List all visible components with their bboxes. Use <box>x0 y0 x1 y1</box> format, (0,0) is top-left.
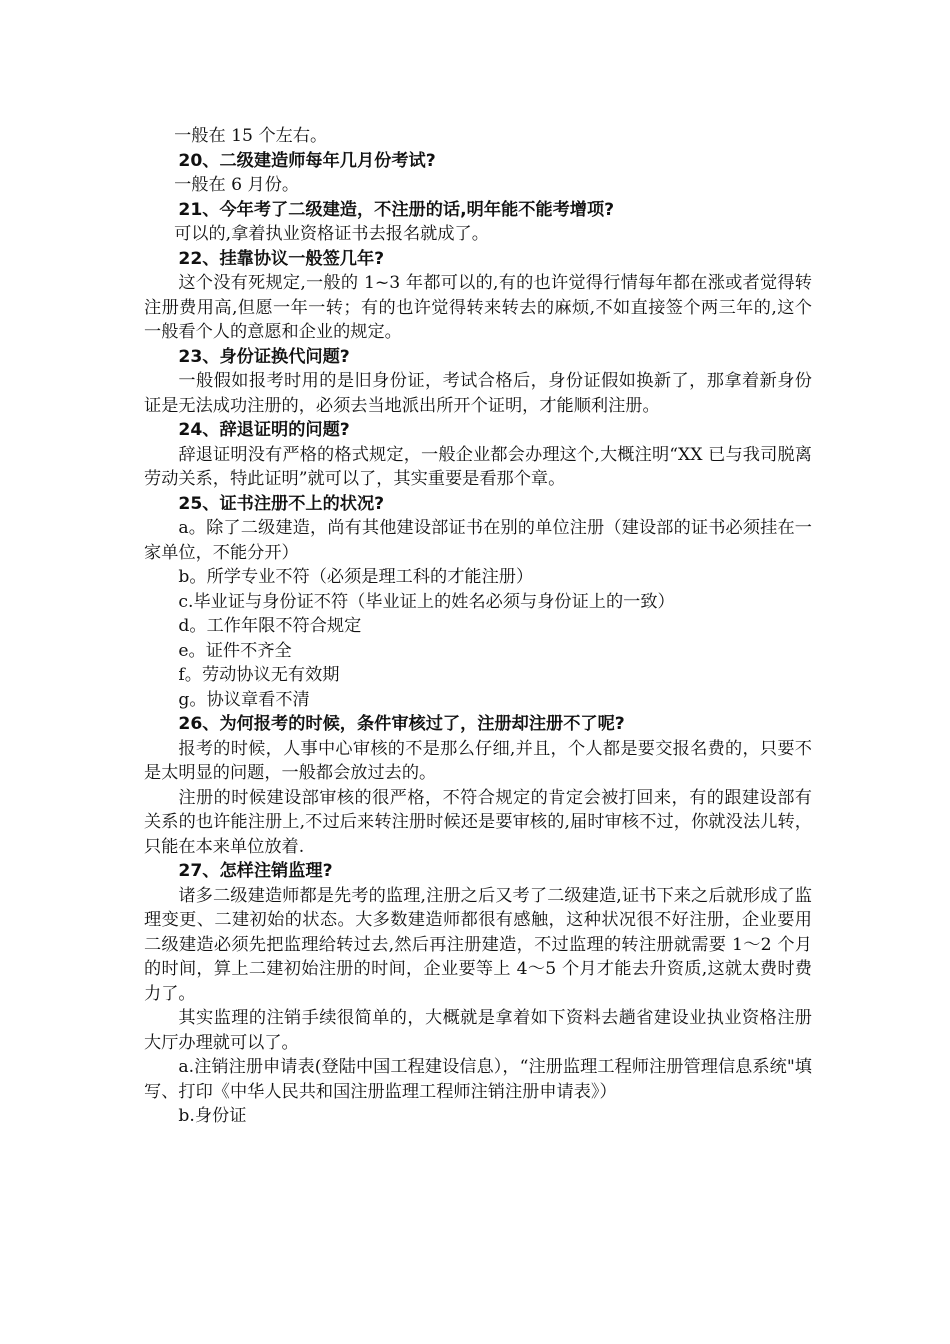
list-item: g。协议章看不清 <box>178 689 310 710</box>
list-item: e。证件不齐全 <box>178 640 292 661</box>
list-item: b.身份证 <box>178 1106 247 1126</box>
answer-paragraph: 一般在 15 个左右。 <box>174 126 328 146</box>
list-item: d。工作年限不符合规定 <box>178 616 362 636</box>
list-item: a。除了二级建造，尚有其他建设部证书在别的单位注册（建设部的证书必须挂在一家单位，不能分开） <box>144 518 812 563</box>
question-heading: 22、挂靠协议一般签几年? <box>178 248 385 269</box>
question-heading: 20、二级建造师每年几月份考试? <box>178 150 436 171</box>
document-body <box>144 124 812 1129</box>
question-heading: 25、证书注册不上的状况? <box>178 493 385 514</box>
question-heading: 27、怎样注销监理? <box>178 861 333 881</box>
answer-paragraph: 注册的时候建设部审核的很严格，不符合规定的肯定会被打回来，有的跟建设部有关系的也许能注册上,不过后来转注册时候还是要审核的,届时审核不过，你就没法儿转，只能在本来单位放着. <box>144 787 812 857</box>
list-item: b。所学专业不符（必须是理工科的才能注册） <box>178 567 534 587</box>
list-item: a.注销注册申请表(登陆中国工程建设信息），“注册监理工程师注册管理信息系统"填写、打印《中华人民共和国注册监理工程师注销注册申请表》） <box>144 1057 812 1102</box>
answer-paragraph: 其实监理的注销手续很简单的，大概就是拿着如下资料去趟省建设业执业资格注册大厅办理就可以了。 <box>144 1008 812 1053</box>
question-heading: 23、身份证换代问题? <box>178 346 350 367</box>
answer-paragraph: 辞退证明没有严格的格式规定，一般企业都会办理这个,大概注明“XX 已与我司脱离劳动关系，特此证明”就可以了，其实重要是看那个章。 <box>144 444 812 489</box>
list-item: f。劳动协议无有效期 <box>178 665 340 685</box>
question-heading: 24、辞退证明的问题? <box>178 420 350 440</box>
answer-paragraph: 这个没有死规定,一般的 1~3 年都可以的,有的也许觉得行情每年都在涨或者觉得转注册费用高,但愿一年一转；有的也许觉得转来转去的麻烦,不如直接签个两三年的,这个一般看个人的意愿和企业的规定。 <box>144 273 812 342</box>
answer-paragraph: 诸多二级建造师都是先考的监理,注册之后又考了二级建造,证书下来之后就形成了监理变更、二建初始的状态。大多数建造师都很有感触，这种状况很不好注册，企业要用二级建造必须先把监理给转过去,然后再注册建造，不过监理的转注册就需要 1～2 个月的时间，算上二建初始注册的时间，企业要等上 4～5 个月才能去升资质,这就太费时费力了。 <box>144 885 812 1004</box>
answer-paragraph: 一般假如报考时用的是旧身份证，考试合格后，身份证假如换新了，那拿着新身份证是无法成功注册的，必须去当地派出所开个证明，才能顺利注册。 <box>144 371 812 416</box>
answer-paragraph: 一般在 6 月份。 <box>174 175 300 195</box>
answer-paragraph: 报考的时候，人事中心审核的不是那么仔细,并且，个人都是要交报名费的，只要不是太明显的问题，一般都会放过去的。 <box>144 738 812 783</box>
question-heading: 21、今年考了二级建造，不注册的话,明年能不能考增项? <box>178 199 615 220</box>
answer-paragraph: 可以的,拿着执业资格证书去报名就成了。 <box>174 224 489 244</box>
list-item: c.毕业证与身份证不符（毕业证上的姓名必须与身份证上的一致） <box>178 591 675 612</box>
question-heading: 26、为何报考的时候，条件审核过了，注册却注册不了呢? <box>178 714 625 734</box>
